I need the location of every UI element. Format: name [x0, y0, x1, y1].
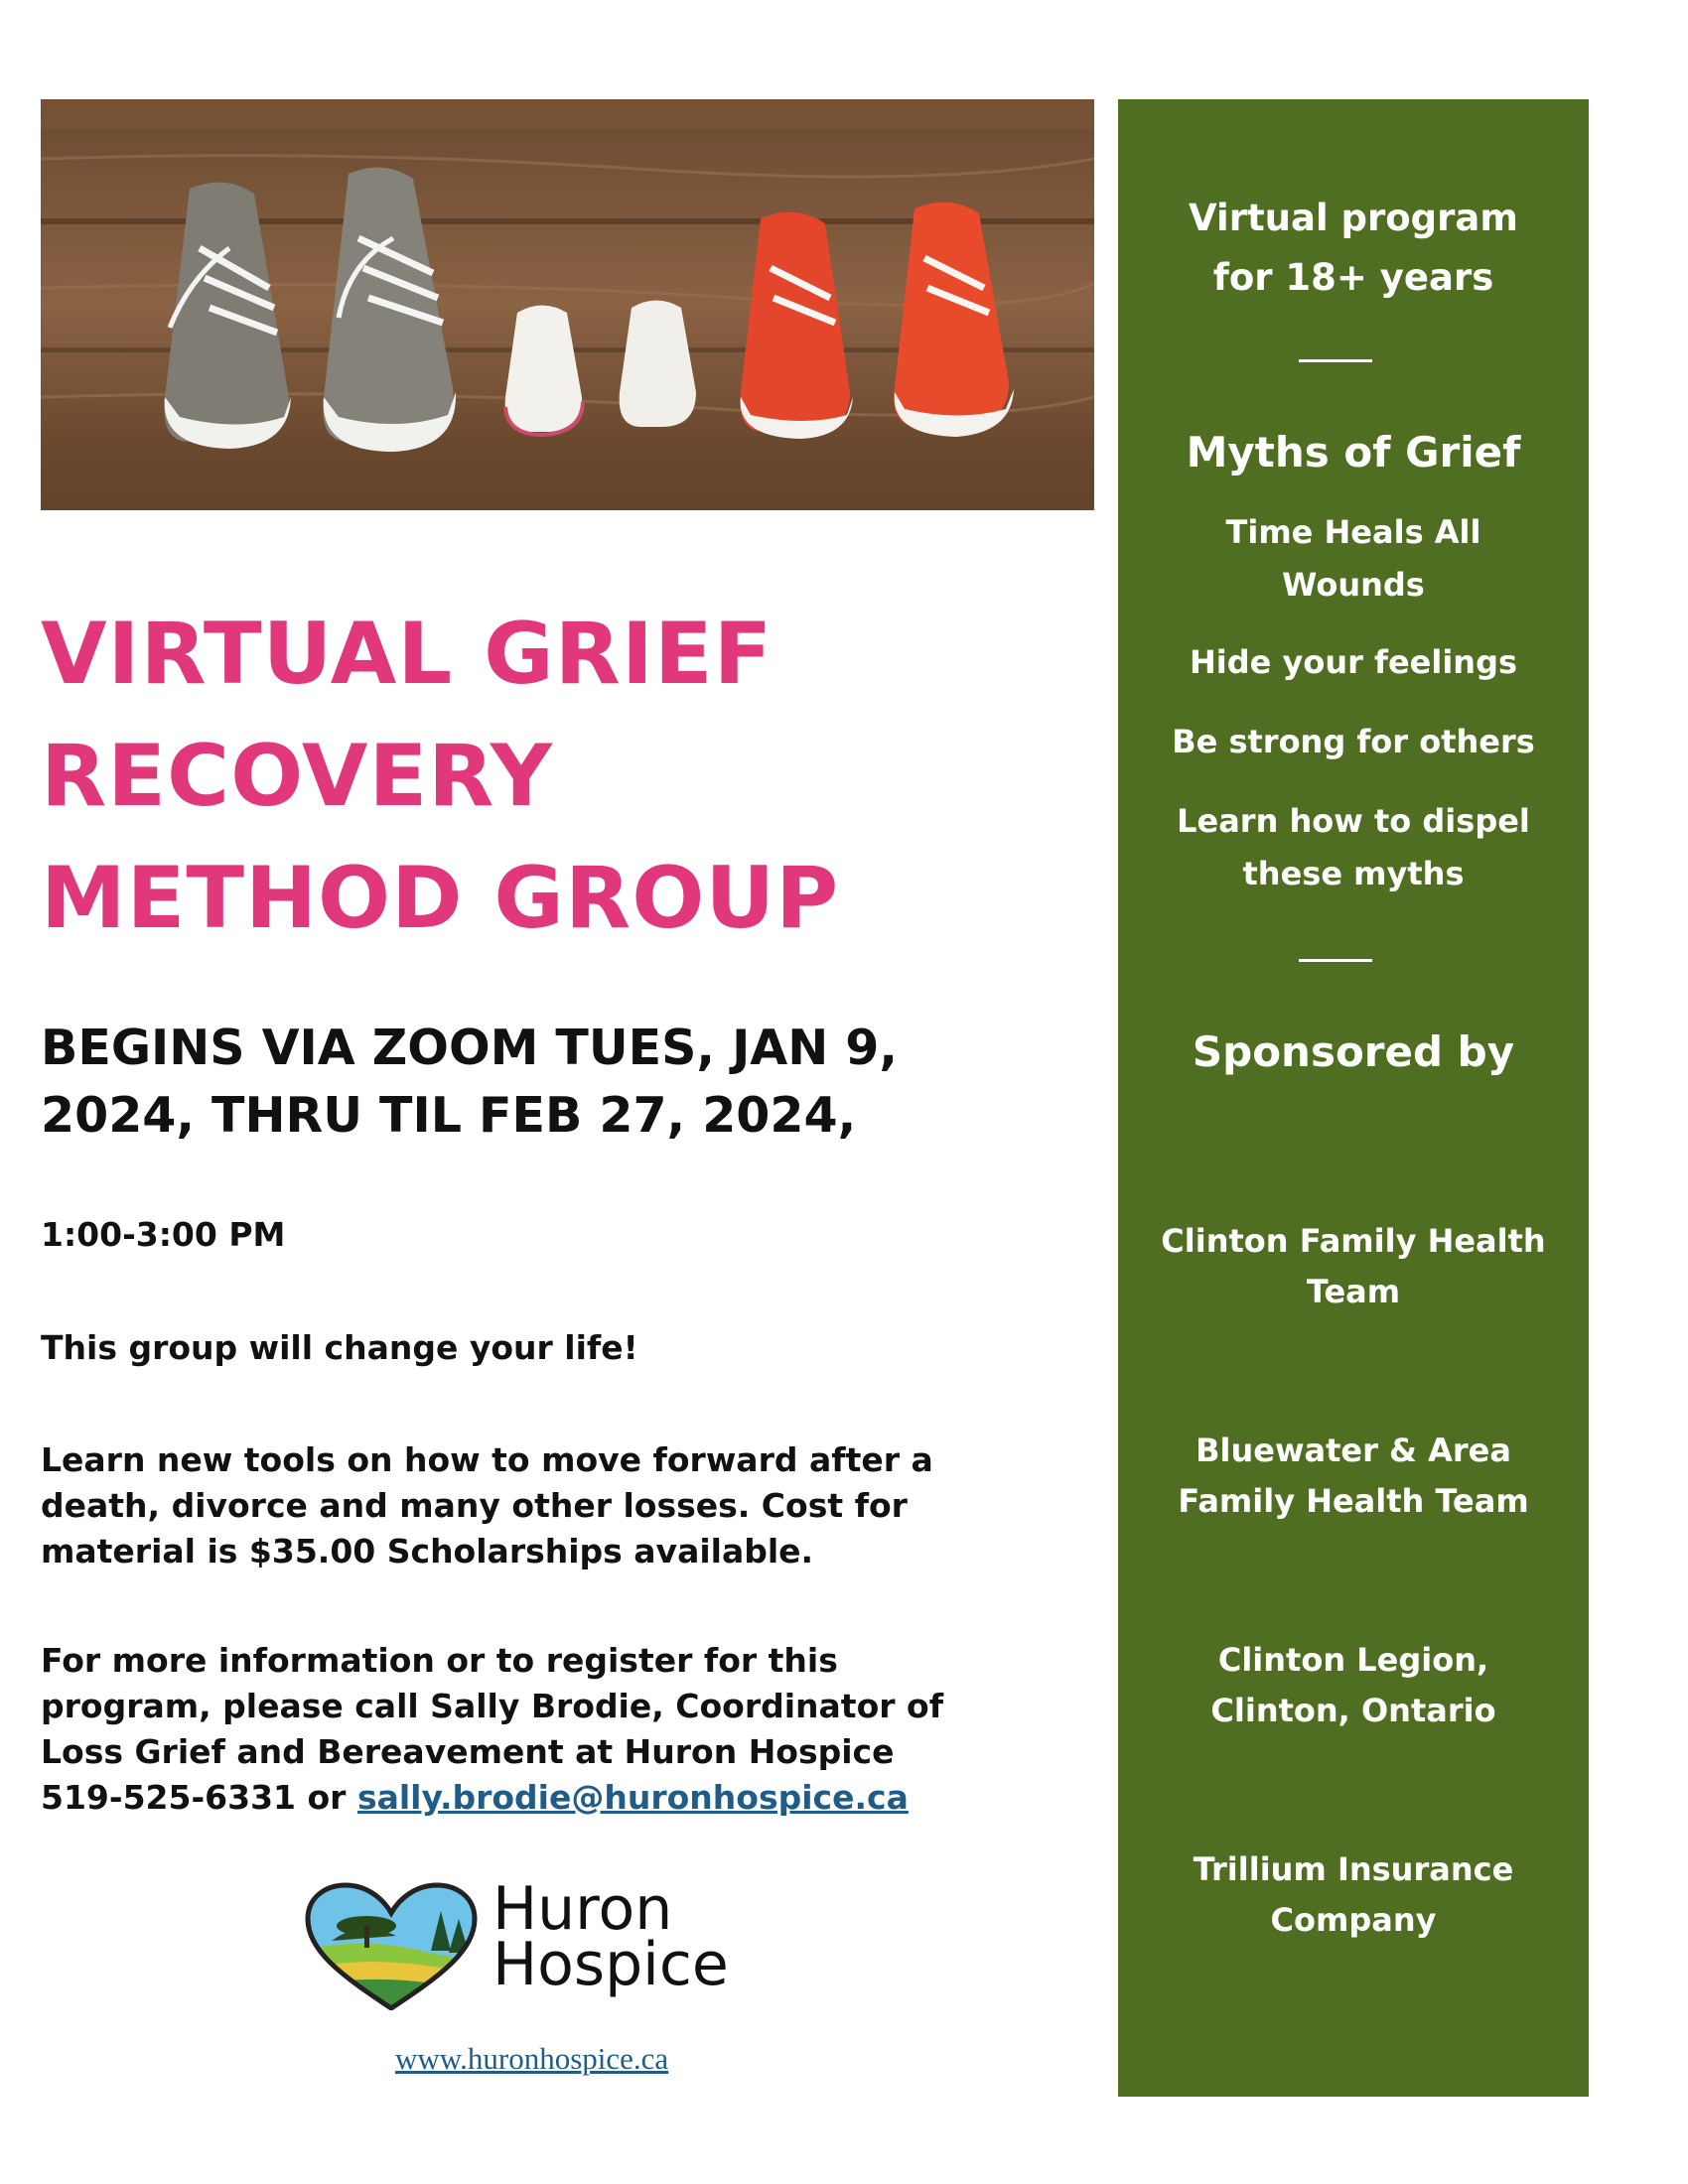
myths-heading: Myths of Grief: [1186, 428, 1521, 477]
description-line-1: Learn new tools on how to move forward after a: [41, 1440, 933, 1479]
title-line-3: METHOD GROUP: [41, 849, 840, 948]
hero-photo-shoes: [41, 99, 1094, 510]
contact-email-link[interactable]: sally.brodie@huronhospice.ca: [356, 1778, 909, 1817]
sponsor-item: [1118, 1635, 1589, 1736]
sidebar-panel: [1118, 99, 1589, 2097]
dates-line-1: BEGINS VIA ZOOM TUES, JAN 9,: [41, 1020, 899, 1076]
myth-text: Be strong for others: [1172, 723, 1535, 760]
myth-item: [1118, 795, 1589, 900]
myth-text: Time Heals All: [1225, 513, 1481, 551]
myth-item: [1118, 636, 1589, 689]
program-line-2: for 18+ years: [1212, 256, 1494, 299]
contact-line-1: For more information or to register for this: [41, 1641, 838, 1680]
sponsor-text: Clinton Family Health: [1161, 1222, 1546, 1260]
sponsor-text: Family Health Team: [1178, 1482, 1529, 1520]
description-line-2: death, divorce and many other losses. Cost for: [41, 1486, 908, 1525]
huron-hospice-logo: [302, 1874, 838, 2010]
sponsor-text: Company: [1270, 1901, 1437, 1939]
event-time: 1:00-3:00 PM: [41, 1215, 286, 1254]
contact-line-4: [41, 1775, 1093, 1821]
tagline: This group will change your life!: [41, 1328, 638, 1367]
sponsor-text: Clinton, Ontario: [1210, 1692, 1496, 1729]
myth-text: Wounds: [1282, 566, 1425, 604]
sponsor-text: Clinton Legion,: [1217, 1641, 1489, 1679]
sponsor-item: [1118, 1216, 1589, 1317]
contact-info: [41, 1638, 1093, 1821]
program-line-1: Virtual program: [1189, 197, 1518, 239]
description: [41, 1437, 1093, 1574]
logo-text: [492, 1874, 729, 1999]
divider: [1299, 959, 1372, 962]
event-dates: [41, 1015, 1093, 1150]
logo-line-2: Hospice: [492, 1930, 729, 1999]
myth-text: these myths: [1242, 855, 1465, 892]
sponsor-text: Bluewater & Area: [1196, 1432, 1511, 1469]
event-title: [41, 594, 1073, 960]
contact-phone: 519-525-6331 or: [41, 1778, 357, 1817]
sponsor-item: [1118, 1844, 1589, 1946]
myth-text: Hide your feelings: [1189, 643, 1518, 681]
contact-line-2: program, please call Sally Brodie, Coordinator of: [41, 1687, 944, 1725]
sponsor-text: Team: [1306, 1273, 1401, 1310]
title-line-2: RECOVERY: [41, 727, 553, 826]
program-audience: [1118, 189, 1589, 308]
myth-item: [1118, 716, 1589, 768]
description-line-3: material is $35.00 Scholarships available.: [41, 1532, 814, 1570]
myth-text: Learn how to dispel: [1177, 802, 1530, 840]
contact-line-3: Loss Grief and Bereavement at Huron Hospice: [41, 1732, 895, 1771]
shoes-illustration: [41, 99, 1094, 510]
logo-line-1: Huron: [492, 1874, 673, 1944]
website-link[interactable]: www.huronhospice.ca: [395, 2041, 669, 2076]
divider: [1299, 359, 1372, 362]
title-line-1: VIRTUAL GRIEF: [41, 605, 774, 704]
sponsor-item: [1118, 1426, 1589, 1527]
heart-landscape-icon: [302, 1881, 481, 2010]
sponsored-heading: Sponsored by: [1192, 1027, 1515, 1076]
dates-line-2: 2024, THRU TIL FEB 27, 2024,: [41, 1087, 857, 1144]
myth-item: [1118, 506, 1589, 612]
sponsor-text: Trillium Insurance: [1193, 1850, 1514, 1888]
